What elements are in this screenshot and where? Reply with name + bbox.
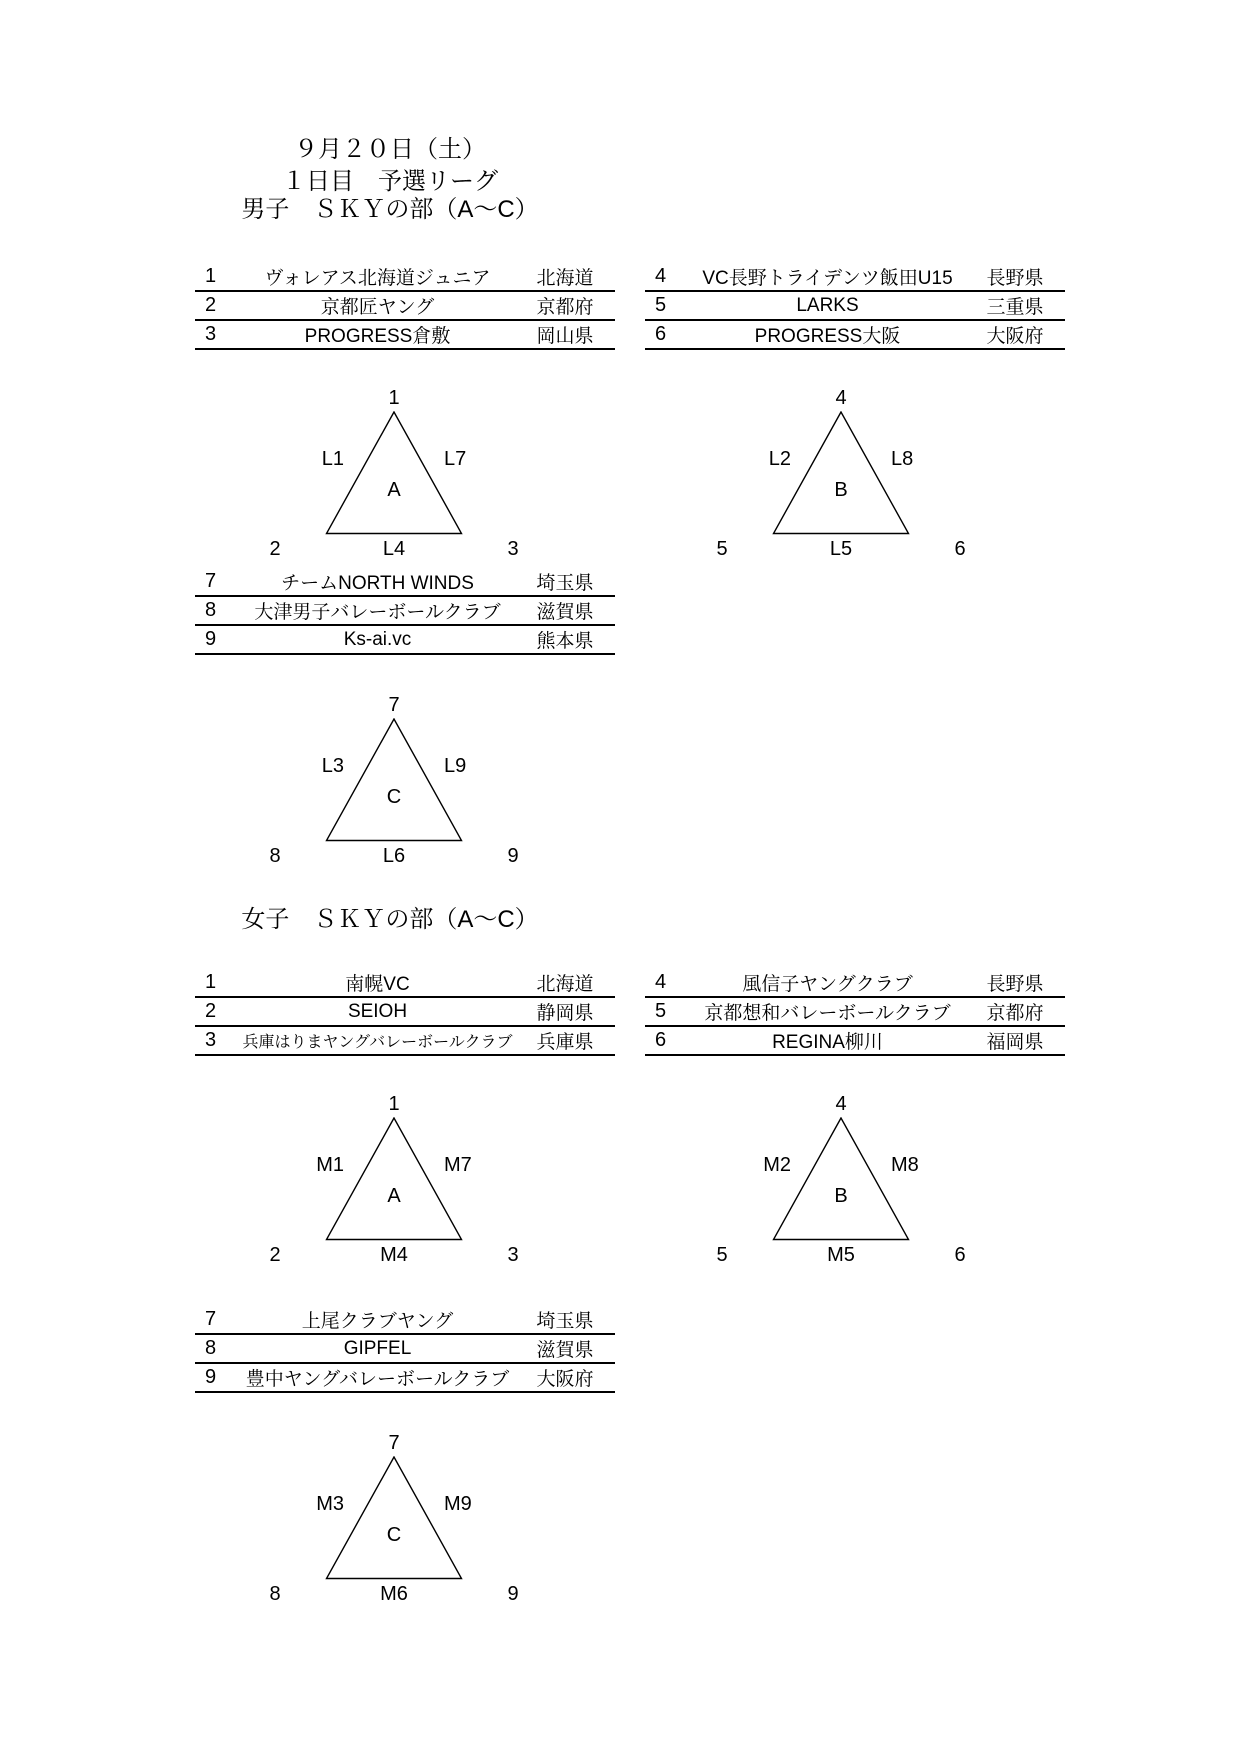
team-prefecture: 大阪府 (965, 320, 1065, 349)
triangle-shape (325, 411, 463, 535)
table-row (195, 1334, 615, 1363)
triangle-shape (772, 411, 910, 535)
team-number: 1 (195, 263, 240, 291)
team-number: 7 (195, 568, 240, 596)
team-prefecture: 岡山県 (515, 320, 615, 349)
team-prefecture: 滋賀県 (515, 1334, 615, 1363)
seed-bottom-right: 3 (507, 1244, 519, 1266)
match-label-right: M9 (444, 1493, 472, 1515)
team-number: 1 (195, 969, 240, 997)
match-label-right: M8 (891, 1154, 919, 1176)
match-label-right: L8 (891, 448, 914, 470)
table-row (195, 1306, 615, 1334)
table-row (195, 997, 615, 1026)
pool-triangle-women-a (244, 1093, 544, 1271)
table-row (195, 625, 615, 654)
team-name: VC長野トライデンツ飯田U15 (690, 263, 965, 291)
seed-top: 7 (388, 694, 400, 716)
team-prefecture: 三重県 (965, 291, 1065, 320)
table-row (645, 291, 1065, 320)
team-number: 3 (195, 320, 240, 349)
match-label-right: M7 (444, 1154, 472, 1176)
team-table-men-7-9 (195, 568, 615, 655)
pool-letter: C (386, 1524, 402, 1546)
seed-bottom-right: 6 (954, 538, 966, 560)
seed-top: 4 (835, 1093, 847, 1115)
seed-bottom-right: 6 (954, 1244, 966, 1266)
team-number: 9 (195, 625, 240, 654)
team-name: 大津男子バレーボールクラブ (240, 596, 515, 625)
team-number: 5 (645, 291, 690, 320)
team-number: 6 (645, 320, 690, 349)
team-number: 5 (645, 997, 690, 1026)
seed-top: 7 (388, 1432, 400, 1454)
match-label-right: L9 (444, 755, 467, 777)
seed-top: 4 (835, 387, 847, 409)
team-name: PROGRESS大阪 (690, 320, 965, 349)
pool-triangle-men-c (244, 694, 544, 872)
team-name: Ks-ai.vc (240, 625, 515, 654)
triangle-bottom-row (244, 537, 544, 561)
seed-bottom-left: 8 (269, 1583, 281, 1605)
match-label-bottom: L4 (382, 538, 406, 560)
table-row (195, 320, 615, 349)
match-label-left: M1 (316, 1154, 344, 1176)
table-row (195, 291, 615, 320)
team-name: SEIOH (240, 997, 515, 1026)
team-name: 豊中ヤングバレーボールクラブ (240, 1363, 515, 1392)
table-row (645, 997, 1065, 1026)
triangle-shape (772, 1117, 910, 1241)
match-label-bottom: L6 (382, 845, 406, 867)
seed-bottom-right: 9 (507, 845, 519, 867)
table-row (645, 263, 1065, 291)
match-label-bottom: L5 (829, 538, 853, 560)
table-row (195, 1026, 615, 1055)
team-name: 京都想和バレーボールクラブ (690, 997, 965, 1026)
seed-top: 1 (388, 387, 400, 409)
team-name: 兵庫はりまヤングバレーボールクラブ (240, 1026, 515, 1055)
seed-bottom-left: 8 (269, 845, 281, 867)
team-number: 4 (645, 969, 690, 997)
team-prefecture: 静岡県 (515, 997, 615, 1026)
triangle-bottom-row (691, 537, 991, 561)
team-prefecture: 長野県 (965, 263, 1065, 291)
team-prefecture: 熊本県 (515, 625, 615, 654)
team-table-women-4-6 (645, 969, 1065, 1056)
team-name: ヴォレアス北海道ジュニア (240, 263, 515, 291)
team-prefecture: 福岡県 (965, 1026, 1065, 1055)
triangle-bottom-row (244, 1243, 544, 1267)
team-name: 風信子ヤングクラブ (690, 969, 965, 997)
pool-letter: B (834, 1185, 848, 1207)
team-number: 9 (195, 1363, 240, 1392)
team-number: 8 (195, 1334, 240, 1363)
team-number: 7 (195, 1306, 240, 1334)
table-row (645, 969, 1065, 997)
match-label-left: M2 (763, 1154, 791, 1176)
pool-letter: C (386, 786, 402, 808)
pool-triangle-women-c (244, 1432, 544, 1610)
section-title-men: 男子 ＳＫＹの部（A～C） (241, 196, 539, 223)
pool-triangle-men-a (244, 387, 544, 565)
team-table-men-4-6 (645, 263, 1065, 350)
team-number: 6 (645, 1026, 690, 1055)
pool-letter: B (834, 479, 848, 501)
triangle-shape (325, 1117, 463, 1241)
table-row (195, 969, 615, 997)
table-row (195, 1363, 615, 1392)
team-table-women-7-9 (195, 1306, 615, 1393)
team-name: LARKS (690, 291, 965, 320)
match-label-left: L1 (321, 448, 344, 470)
team-name: REGINA柳川 (690, 1026, 965, 1055)
round-label: １日目 予選リーグ (282, 168, 498, 195)
seed-bottom-right: 3 (507, 538, 519, 560)
team-prefecture: 埼玉県 (515, 568, 615, 596)
match-label-left: L2 (768, 448, 791, 470)
table-row (645, 1026, 1065, 1055)
match-label-right: L7 (444, 448, 467, 470)
team-prefecture: 北海道 (515, 263, 615, 291)
match-date: ９月２０日（土） (294, 136, 486, 163)
match-label-left: M3 (316, 1493, 344, 1515)
team-name: GIPFEL (240, 1334, 515, 1363)
pool-letter: A (387, 1185, 401, 1207)
team-name: 上尾クラブヤング (240, 1306, 515, 1334)
team-name: PROGRESS倉敷 (240, 320, 515, 349)
team-prefecture: 京都府 (965, 997, 1065, 1026)
table-row (195, 568, 615, 596)
team-number: 3 (195, 1026, 240, 1055)
seed-top: 1 (388, 1093, 400, 1115)
triangle-bottom-row (244, 844, 544, 868)
team-table-men-1-3 (195, 263, 615, 350)
section-title-women: 女子 ＳＫＹの部（A～C） (241, 906, 539, 933)
triangle-bottom-row (691, 1243, 991, 1267)
team-number: 8 (195, 596, 240, 625)
match-label-bottom: M6 (380, 1583, 408, 1605)
pool-triangle-women-b (691, 1093, 991, 1271)
team-name: 京都匠ヤング (240, 291, 515, 320)
team-name: 南幌VC (240, 969, 515, 997)
team-prefecture: 京都府 (515, 291, 615, 320)
match-label-bottom: M4 (380, 1244, 408, 1266)
team-number: 2 (195, 997, 240, 1026)
team-number: 4 (645, 263, 690, 291)
table-row (195, 263, 615, 291)
team-prefecture: 大阪府 (515, 1363, 615, 1392)
team-prefecture: 長野県 (965, 969, 1065, 997)
match-label-bottom: M5 (827, 1244, 855, 1266)
match-label-left: L3 (321, 755, 344, 777)
team-prefecture: 北海道 (515, 969, 615, 997)
triangle-bottom-row (244, 1582, 544, 1606)
seed-bottom-left: 2 (269, 538, 281, 560)
team-table-women-1-3 (195, 969, 615, 1056)
triangle-shape (325, 1456, 463, 1580)
pool-letter: A (387, 479, 401, 501)
triangle-shape (325, 718, 463, 842)
team-number: 2 (195, 291, 240, 320)
seed-bottom-left: 5 (716, 538, 728, 560)
seed-bottom-right: 9 (507, 1583, 519, 1605)
team-prefecture: 滋賀県 (515, 596, 615, 625)
pool-triangle-men-b (691, 387, 991, 565)
team-prefecture: 兵庫県 (515, 1026, 615, 1055)
seed-bottom-left: 2 (269, 1244, 281, 1266)
team-prefecture: 埼玉県 (515, 1306, 615, 1334)
seed-bottom-left: 5 (716, 1244, 728, 1266)
table-row (645, 320, 1065, 349)
table-row (195, 596, 615, 625)
team-name: チームNORTH WINDS (240, 568, 515, 596)
